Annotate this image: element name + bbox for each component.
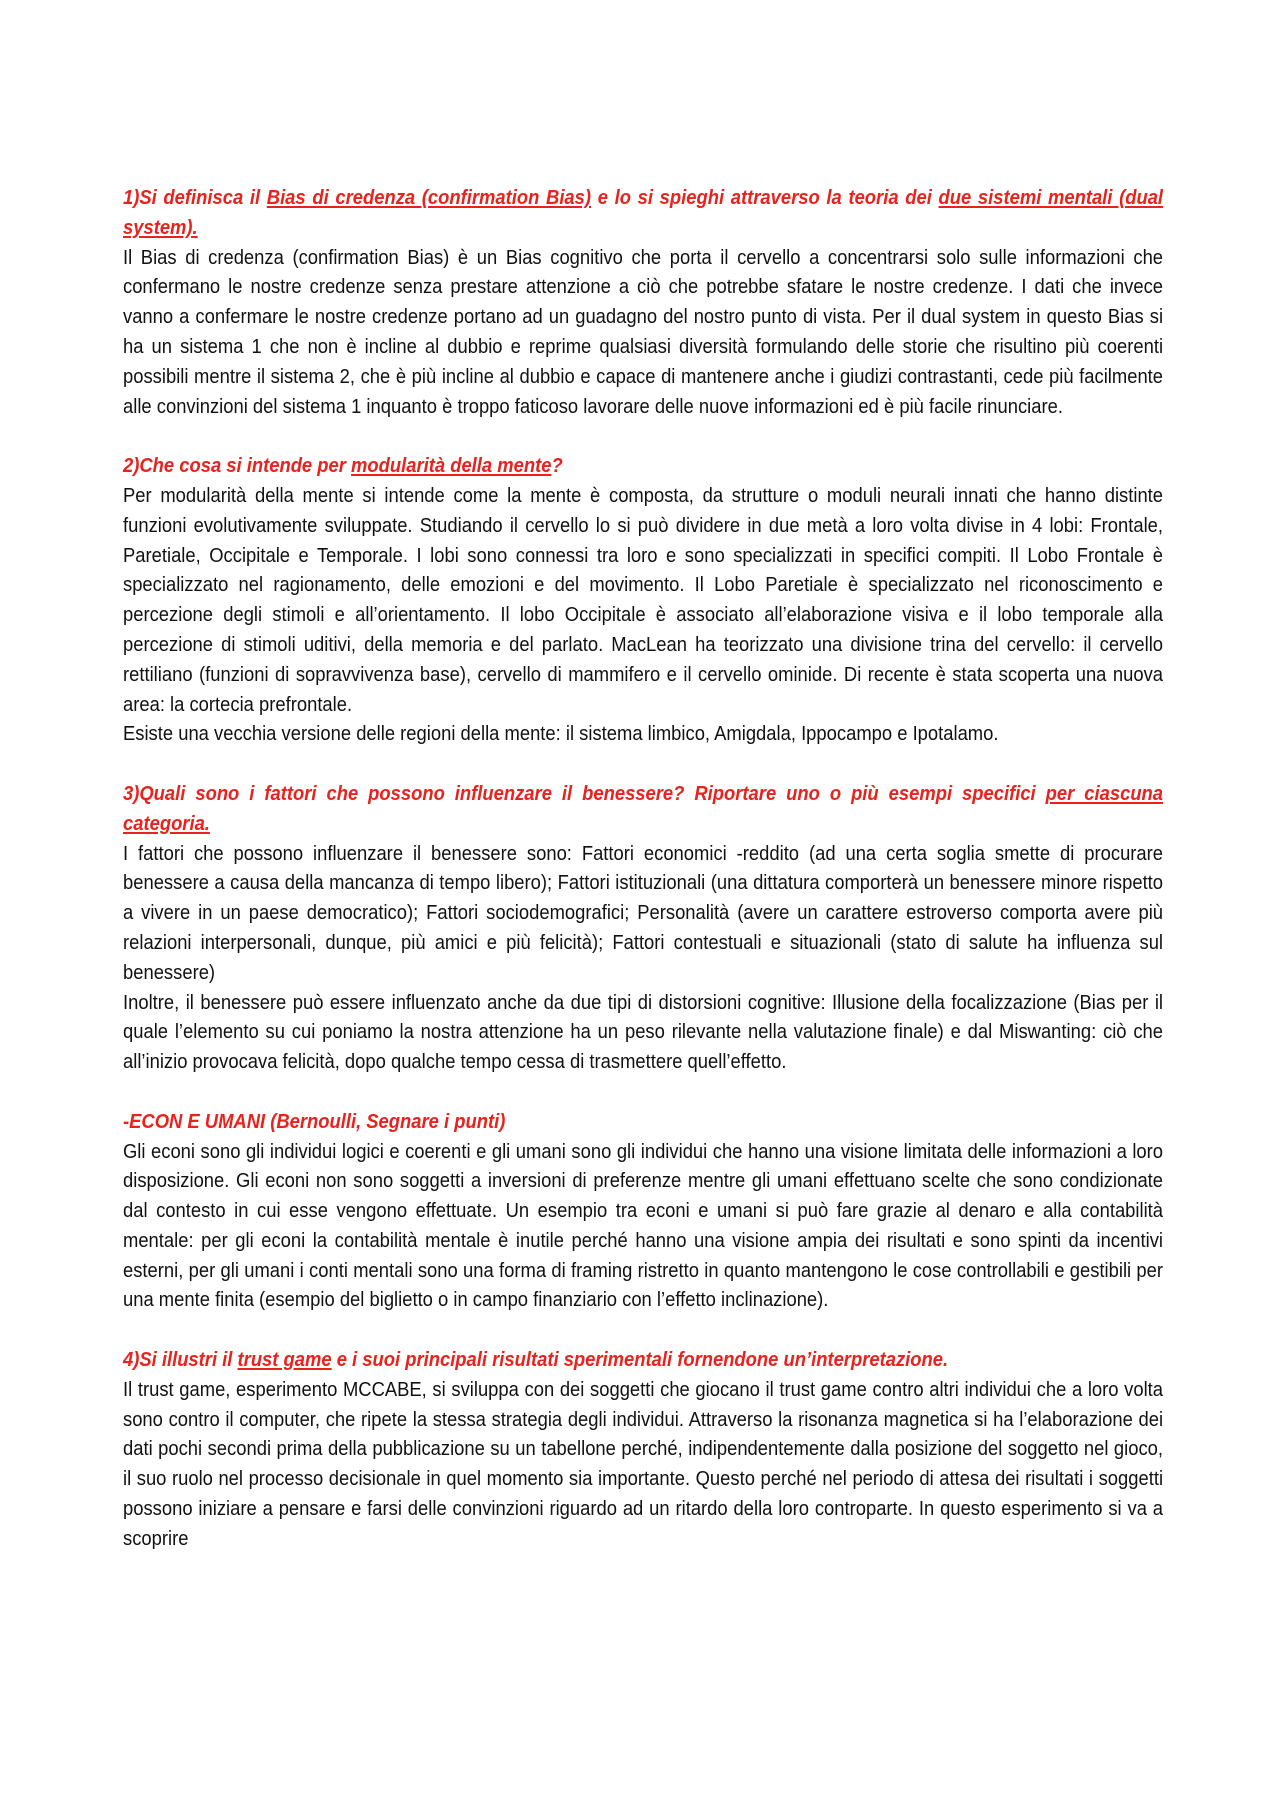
underlined-term: per ciascuna categoria.	[123, 782, 1164, 835]
answer-paragraph: Gli econi sono gli individui logici e coerenti e gli umani sono gli individui che hanno una visione limitata delle informazioni a loro disposizione. Gli econi non sono soggetti a inversioni di preferenze mentre gli umani effettuano scelte che sono condizionate dal contesto in cui esse vengono effettuate. Un esempio tra econi e umani si può fare grazie al denaro e alla contabilità mentale: per gli econi la contabilità mentale è inutile perché hanno una visione ampia dei risultati e sono spinti da incentivi esterni, per gli umani i conti mentali sono una forma di framing ristretto in quanto mantengono le cose controllabili e gestibili per una mente finita (esempio del biglietto o in campo finanziario con l’effetto inclinazione).	[123, 1140, 1164, 1312]
answer-paragraph: Il trust game, esperimento MCCABE, si sviluppa con dei soggetti che giocano il trust game contro altri individui che a loro volta sono contro il computer, che ripete la stessa strategia degli individui. Attraverso la risonanza magnetica si ha l’elaborazione dei dati pochi secondi prima della pubblicazione su un tabellone perché, indipendentemente dalla posizione del soggetto nel gioco, il suo ruolo nel processo decisionale in quel momento sia importante. Questo perché nel periodo di attesa dei risultati i soggetti possono iniziare a pensare e farsi delle convinzioni riguardo ad un ritardo della loro controparte. In questo esperimento si va a scoprire	[123, 1378, 1164, 1550]
underlined-term: due sistemi mentali (dual system).	[123, 187, 1164, 239]
section-bias-di-credenza	[123, 184, 1163, 422]
underlined-term: trust game	[237, 1349, 332, 1372]
question-heading: 3)Quali sono i fattori che possono influenzare il benessere? Riportare uno o più esempi specifici per ciascuna categoria.	[123, 782, 1164, 835]
underlined-term: Bias di credenza (confirmation Bias)	[266, 187, 592, 209]
section-econ-e-umani	[123, 1108, 1163, 1317]
answer-paragraph: I fattori che possono influenzare il benessere sono: Fattori economici -reddito (ad una certa soglia smette di procurare benessere a causa della mancanza di tempo libero); Fattori istituzionali (una dittatura comporterà un benessere minore rispetto a vivere in un paese democratico); Fattori sociodemografici; Personalità (avere un carattere estroverso comporta avere più relazioni interpersonali, dunque, più amici e più felicità); Fattori contestuali e situazionali (stato di salute ha influenza sul benessere)	[123, 842, 1164, 984]
document-page	[123, 184, 1163, 1584]
question-heading: -ECON E UMANI (Bernoulli, Segnare i punti)	[123, 1110, 506, 1133]
question-heading: 2)Che cosa si intende per modularità della mente?	[123, 455, 563, 478]
question-heading: 4)Si illustri il trust game e i suoi principali risultati sperimentali fornendone un’interpretazione.	[123, 1349, 949, 1372]
answer-paragraph: Inoltre, il benessere può essere influenzato anche da due tipi di distorsioni cognitive: Illusione della focalizzazione (Bias per il quale l’elemento su cui poniamo la nostra attenzione ha un peso rilevante nella valutazione finale) e dal Miswanting: ciò che all’inizio provocava felicità, dopo qualche tempo cessa di trasmettere quell’effetto.	[123, 991, 1164, 1074]
question-heading: 1)Si definisca il Bias di credenza (confirmation Bias) e lo si spieghi attraverso la teoria dei due sistemi mentali (dual system).	[123, 187, 1164, 239]
section-fattori-benessere	[123, 780, 1163, 1078]
underlined-term: modularità della mente	[351, 455, 552, 478]
answer-paragraph: Per modularità della mente si intende come la mente è composta, da strutture o moduli neurali innati che hanno distinte funzioni evolutivamente sviluppate. Studiando il cervello lo si può dividere in due metà a loro volta divise in 4 lobi: Frontale, Paretiale, Occipitale e Temporale. I lobi sono connessi tra loro e sono specializzati in specifici compiti. Il Lobo Frontale è specializzato nel ragionamento, delle emozioni e del movimento. Il Lobo Paretiale è specializzato nel riconoscimento e percezione degli stimoli e all’orientamento. Il lobo Occipitale è associato all’elaborazione visiva e il lobo temporale alla percezione di stimoli uditivi, della memoria e del parlato. MacLean ha teorizzato una divisione trina del cervello: il cervello rettiliano (funzioni di sopravvivenza base), cervello di mammifero e il cervello ominide. Di recente è stata scoperta una nuova area: la cortecia prefrontale.	[123, 484, 1164, 716]
section-modularita-della-mente	[123, 452, 1163, 750]
answer-paragraph: Il Bias di credenza (confirmation Bias) è un Bias cognitivo che porta il cervello a concentrarsi solo sulle informazioni che confermano le nostre credenze senza prestare attenzione a ciò che potrebbe sfatare le nostre credenze. I dati che invece vanno a confermare le nostre credenze portano ad un guadagno del nostro punto di vista. Per il dual system in questo Bias si ha un sistema 1 che non è incline al dubbio e reprime qualsiasi diversità formulando delle storie che risultino più coerenti possibili mentre il sistema 2, che è più incline al dubbio e capace di mantenere anche i giudizi contrastanti, cede più facilmente alle convinzioni del sistema 1 inquanto è troppo faticoso lavorare delle nuove informazioni ed è più facile rinunciare.	[123, 246, 1164, 418]
section-trust-game	[123, 1346, 1163, 1555]
answer-paragraph: Esiste una vecchia versione delle regioni della mente: il sistema limbico, Amigdala, Ippocampo e Ipotalamo.	[123, 723, 999, 746]
